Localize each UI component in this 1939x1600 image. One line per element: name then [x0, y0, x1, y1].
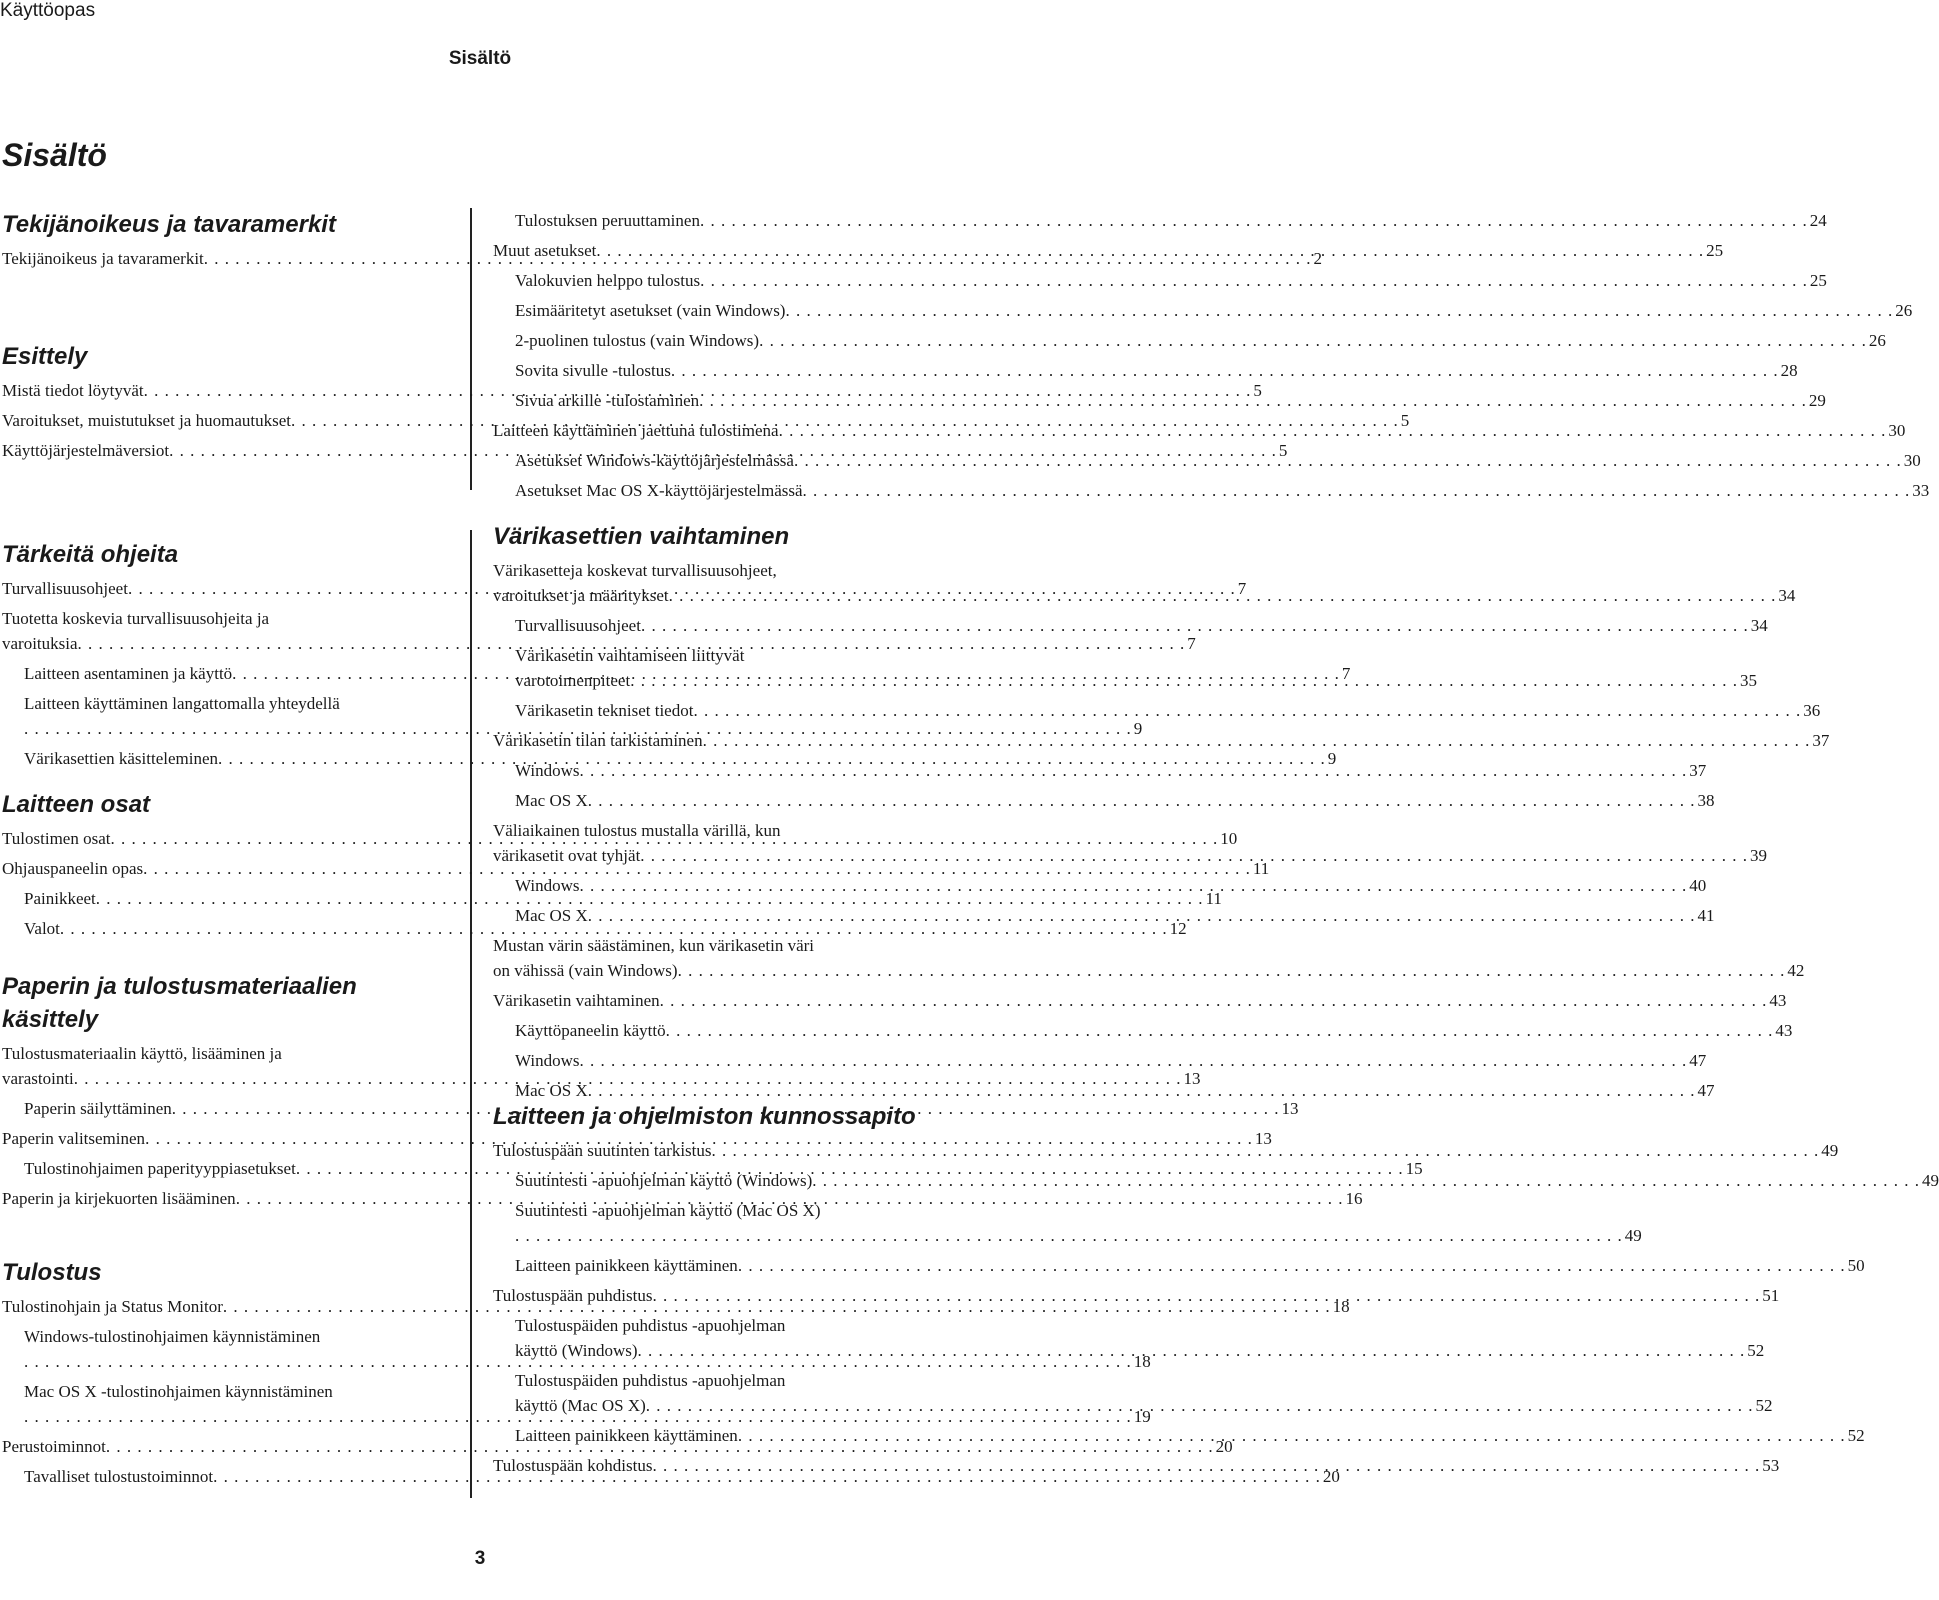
toc-entry-title: Perustoiminnot: [2, 1437, 106, 1456]
toc-entry-title: Tulostuspään puhdistus: [493, 1286, 653, 1305]
toc-entry[interactable]: [493, 268, 1827, 293]
toc-entry-page-number: 51: [1762, 1286, 1780, 1305]
dot-leader: [515, 1223, 1623, 1248]
toc-entry-page-number: 33: [1912, 481, 1930, 500]
toc-entry-title: Valot: [24, 919, 60, 938]
toc-entry-page-number: 52: [1747, 1341, 1765, 1360]
toc-entry[interactable]: [493, 988, 1787, 1013]
toc-entry-title: Turvallisuusohjeet: [2, 579, 128, 598]
toc-entry-page-number: 37: [1689, 761, 1707, 780]
toc-entry-page-number: 11: [1205, 889, 1222, 908]
toc-entry[interactable]: [493, 208, 1827, 233]
toc-entry-page-number: 29: [1808, 391, 1826, 410]
toc-section-heading: Laitteen osat: [2, 791, 151, 818]
dot-leader: [671, 358, 1779, 383]
dot-leader: [588, 903, 1696, 928]
dot-leader: [646, 1393, 1754, 1418]
dot-leader: [641, 613, 1749, 638]
toc-entry-title: varastointi: [2, 1069, 74, 1088]
toc-entry-title: Tavalliset tulostustoiminnot: [24, 1467, 214, 1486]
toc-entry-title: Tulostimen osat: [2, 829, 111, 848]
toc-entry[interactable]: [493, 418, 1906, 443]
toc-entry-title: Windows: [515, 761, 580, 780]
toc-section-heading: Esittely: [2, 343, 88, 370]
toc-entry-title: varoituksia: [2, 634, 78, 653]
toc-entry-title: Tulostinohjaimen paperityyppiasetukset: [24, 1159, 296, 1178]
dot-leader: [738, 1253, 1846, 1278]
dot-leader: [638, 1338, 1746, 1363]
dot-leader: [779, 418, 1887, 443]
toc-entry[interactable]: [493, 328, 1886, 353]
toc-entry-page-number: 30: [1888, 421, 1906, 440]
toc-entry-page-number: 26: [1895, 301, 1913, 320]
dot-leader: [794, 448, 1902, 473]
toc-entry[interactable]: [493, 873, 1707, 898]
toc-entry-title: Laitteen painikkeen käyttäminen: [515, 1256, 738, 1275]
toc-entry-page-number: 47: [1697, 1081, 1715, 1100]
page-number: 3: [474, 1548, 486, 1569]
toc-entry-page-number: 13: [1254, 1129, 1272, 1148]
toc-entry-title: Asetukset Mac OS X-käyttöjärjestelmässä: [515, 481, 803, 500]
toc-entry-page-number: 30: [1903, 451, 1921, 470]
toc-entry-page-number: 11: [1252, 859, 1270, 878]
toc-entry-lead-line: Suutintesti -apuohjelman käyttö (Mac OS X): [515, 1201, 821, 1220]
toc-entry-title: 2-puolinen tulostus (vain Windows): [515, 331, 760, 350]
toc-entry-page-number: 12: [1169, 919, 1187, 938]
toc-entry-lead-line: Tulostuspäiden puhdistus -apuohjelman: [515, 1316, 786, 1335]
toc-entry-title: Mac OS X: [515, 791, 588, 810]
toc-entry[interactable]: [2, 916, 1187, 941]
toc-entry-page-number: 9: [1327, 749, 1337, 768]
toc-entry[interactable]: [493, 613, 1768, 638]
toc-entry-page-number: 43: [1775, 1021, 1793, 1040]
toc-entry-title: Paperin säilyttäminen: [24, 1099, 172, 1118]
toc-entry-page-number: 5: [1253, 381, 1262, 400]
toc-entry-title: käyttö (Mac OS X): [515, 1396, 646, 1415]
toc-entry-title: Laitteen asentaminen ja käyttö: [24, 664, 233, 683]
toc-entry-page-number: 37: [1812, 731, 1830, 750]
toc-entry-page-number: 20: [1322, 1467, 1340, 1486]
toc-entry-page-number: 34: [1778, 586, 1796, 605]
dot-leader: [803, 478, 1911, 503]
dot-leader: [652, 1283, 1760, 1308]
toc-entry[interactable]: [493, 558, 1796, 608]
toc-entry-title: Käyttöpaneelin käyttö: [515, 1021, 666, 1040]
dot-leader: [579, 1048, 1687, 1073]
toc-entry[interactable]: [493, 1253, 1865, 1278]
toc-entry-title: Valokuvien helppo tulostus: [515, 271, 701, 290]
toc-entry-page-number: 7: [1341, 664, 1351, 683]
toc-entry-page-number: 24: [1809, 211, 1827, 230]
toc-entry-title: Tekijänoikeus ja tavaramerkit: [2, 249, 204, 268]
toc-entry-page-number: 26: [1868, 331, 1886, 350]
dot-leader: [738, 1423, 1846, 1448]
toc-entry-page-number: 15: [1405, 1159, 1423, 1178]
toc-entry-title: Mistä tiedot löytyvät: [2, 381, 144, 400]
toc-entry-page-number: 36: [1803, 701, 1821, 720]
toc-entry-title: Asetukset Windows-käyttöjärjestelmässä: [515, 451, 794, 470]
toc-entry-title: Windows: [515, 876, 580, 895]
toc-entry-page-number: 40: [1689, 876, 1707, 895]
toc-entry[interactable]: [2, 886, 1222, 911]
toc-entry-title: Paperin ja kirjekuorten lisääminen: [2, 1189, 236, 1208]
toc-entry-page-number: 9: [1133, 719, 1143, 738]
toc-entry-title: Tulostuspään suutinten tarkistus: [493, 1141, 712, 1160]
toc-section-heading: Värikasettien vaihtaminen: [493, 523, 790, 550]
dot-leader: [703, 728, 1811, 753]
toc-entry[interactable]: [493, 238, 1724, 263]
toc-entry-page-number: 5: [1278, 441, 1288, 460]
toc-entry-title: Tulostuksen peruuttaminen: [515, 211, 700, 230]
toc-entry-title: Suutintesti -apuohjelman käyttö (Windows): [515, 1171, 813, 1190]
toc-entry-page-number: 16: [1345, 1189, 1363, 1208]
toc-entry-page-number: 20: [1215, 1437, 1233, 1456]
toc-entry[interactable]: [493, 448, 1921, 473]
dot-leader: [693, 698, 1801, 723]
toc-entry[interactable]: [493, 1048, 1707, 1073]
toc-entry[interactable]: [493, 478, 1930, 503]
toc-entry-page-number: 43: [1769, 991, 1787, 1010]
toc-entry[interactable]: [493, 1018, 1793, 1043]
toc-entry-title: Muut asetukset: [493, 241, 597, 260]
toc-entry[interactable]: [493, 728, 1830, 753]
toc-entry-lead-line: Tuotetta koskevia turvallisuusohjeita ja: [2, 609, 270, 628]
toc-entry-page-number: 2: [1313, 249, 1323, 268]
dot-leader: [660, 988, 1768, 1013]
toc-entry-title: Tulostuspään kohdistus: [493, 1456, 653, 1475]
toc-entry-title: Laitteen käyttäminen jaettuna tulostimena: [493, 421, 779, 440]
toc-entry-page-number: 10: [1220, 829, 1238, 848]
toc-entry[interactable]: [493, 388, 1826, 413]
dot-leader: [630, 668, 1738, 693]
toc-entry-title: Varoitukset, muistutukset ja huomautukset: [2, 411, 291, 430]
page-title: Sisältö: [2, 137, 107, 173]
toc-entry-page-number: 28: [1780, 361, 1798, 380]
toc-section-heading: Paperin ja tulostusmateriaalien käsittely: [2, 973, 357, 1033]
toc-entry-title: varoitukset ja määritykset: [493, 586, 669, 605]
toc-entry-title: Esimääritetyt asetukset (vain Windows): [515, 301, 786, 320]
dot-leader: [669, 583, 1777, 608]
toc-entry-title: Mac OS X: [515, 906, 588, 925]
toc-entry-page-number: 5: [1400, 411, 1410, 430]
toc-entry-title: Tulostinohjain ja Status Monitor: [2, 1297, 223, 1316]
toc-entry-lead-line: Värikasetteja koskevat turvallisuusohjeet,: [493, 561, 777, 580]
toc-entry-title: varotoimenpiteet: [515, 671, 631, 690]
dot-leader: [785, 298, 1893, 323]
dot-leader: [759, 328, 1867, 353]
toc-entry-title: Käyttöjärjestelmäversiot: [2, 441, 170, 460]
toc-entry-title: Sivua arkille -tulostaminen: [515, 391, 700, 410]
toc-entry-lead-line: Windows-tulostinohjaimen käynnistäminen: [24, 1327, 321, 1346]
toc-entry-lead-line: Tulostusmateriaalin käyttö, lisääminen ja: [2, 1044, 282, 1063]
toc-entry-page-number: 53: [1762, 1456, 1780, 1475]
toc-entry-title: Värikasetin tekniset tiedot: [515, 701, 694, 720]
toc-entry-lead-line: Mac OS X -tulostinohjaimen käynnistäminen: [24, 1382, 333, 1401]
toc-entry-lead-line: Laitteen käyttäminen langattomalla yhteydellä: [24, 694, 340, 713]
toc-entry-page-number: 39: [1750, 846, 1768, 865]
toc-section-heading: Tulostus: [2, 1259, 102, 1286]
dot-leader: [812, 1168, 1920, 1193]
toc-entry-title: Sovita sivulle -tulostus: [515, 361, 671, 380]
toc-entry-lead-line: Värikasetin vaihtamiseen liittyvät: [515, 646, 745, 665]
dot-leader: [588, 788, 1696, 813]
dot-leader: [579, 873, 1687, 898]
toc-entry-title: Windows: [515, 1051, 580, 1070]
toc-entry-page-number: 47: [1689, 1051, 1707, 1070]
toc-entry[interactable]: [493, 298, 1913, 323]
toc-entry-title: Turvallisuusohjeet: [515, 616, 641, 635]
toc-entry-page-number: 38: [1697, 791, 1715, 810]
toc-entry-title: Mac OS X: [515, 1081, 588, 1100]
toc-entry-page-number: 18: [1133, 1352, 1151, 1371]
running-header-section: Sisältö: [448, 48, 512, 69]
toc-entry-title: värikasetit ovat tyhjät: [493, 846, 641, 865]
dot-leader: [579, 758, 1687, 783]
toc-entry-title: Paperin valitseminen: [2, 1129, 146, 1148]
running-header-doc-title: Käyttöopas: [0, 0, 96, 21]
dot-leader: [596, 238, 1704, 263]
toc-section-heading: Tärkeitä ohjeita: [2, 541, 179, 568]
toc-entry[interactable]: [2, 856, 1270, 881]
dot-leader: [666, 1018, 1774, 1043]
toc-entry-title: Ohjauspaneelin opas: [2, 859, 144, 878]
toc-entry-page-number: 49: [1624, 1226, 1642, 1245]
toc-entry-title: Painikkeet: [24, 889, 96, 908]
dot-leader: [700, 268, 1808, 293]
toc-entry-title: on vähissä (vain Windows): [493, 961, 678, 980]
toc-entry[interactable]: [493, 788, 1715, 813]
toc-entry-title: Värikasetin tilan tarkistaminen: [493, 731, 703, 750]
toc-entry-page-number: 7: [1187, 634, 1196, 653]
toc-entry-page-number: 34: [1750, 616, 1768, 635]
toc-entry-lead-line: Mustan värin säästäminen, kun värikasetin väri: [493, 936, 815, 955]
toc-entry-page-number: 49: [1922, 1171, 1939, 1190]
toc-entry-page-number: 52: [1755, 1396, 1773, 1415]
toc-entry-page-number: 25: [1706, 241, 1724, 260]
toc-entry-page-number: 41: [1697, 906, 1715, 925]
dot-leader: [700, 208, 1808, 233]
dot-leader: [678, 958, 1786, 983]
toc-entry-page-number: 19: [1133, 1407, 1151, 1426]
toc-entry-page-number: 49: [1821, 1141, 1839, 1160]
toc-entry[interactable]: [493, 358, 1798, 383]
toc-entry[interactable]: [493, 933, 1805, 983]
toc-entry[interactable]: [493, 758, 1707, 783]
toc-entry-title: Värikasetin vaihtaminen: [493, 991, 660, 1010]
toc-entry-page-number: 13: [1281, 1099, 1299, 1118]
toc-entry-title: Laitteen painikkeen käyttäminen: [515, 1426, 738, 1445]
dot-leader: [652, 1453, 1760, 1478]
toc-entry-page-number: 18: [1332, 1297, 1350, 1316]
toc-entry-page-number: 25: [1809, 271, 1827, 290]
dot-leader: [712, 1138, 1820, 1163]
toc-entry[interactable]: [493, 903, 1715, 928]
toc-entry-page-number: 52: [1847, 1426, 1865, 1445]
toc-section-heading: Laitteen ja ohjelmiston kunnossapito: [493, 1103, 916, 1130]
toc-entry-page-number: 50: [1847, 1256, 1865, 1275]
dot-leader: [699, 388, 1807, 413]
toc-entry[interactable]: [493, 643, 1757, 693]
toc-section: [493, 208, 1930, 508]
toc-entry-title: käyttö (Windows): [515, 1341, 638, 1360]
toc-entry-page-number: 7: [1237, 579, 1247, 598]
toc-entry[interactable]: [493, 698, 1821, 723]
toc-section-heading: Tekijänoikeus ja tavaramerkit: [2, 211, 336, 238]
toc-entry-lead-line: Väliaikainen tulostus mustalla värillä, kun: [493, 821, 781, 840]
toc-entry-page-number: 35: [1739, 671, 1757, 690]
toc-entry-lead-line: Tulostuspäiden puhdistus -apuohjelman: [515, 1371, 786, 1390]
toc-entry-page-number: 42: [1787, 961, 1805, 980]
dot-leader: [640, 843, 1748, 868]
toc-entry-page-number: 13: [1183, 1069, 1201, 1088]
toc-entry-title: Värikasettien käsitteleminen: [24, 749, 219, 768]
